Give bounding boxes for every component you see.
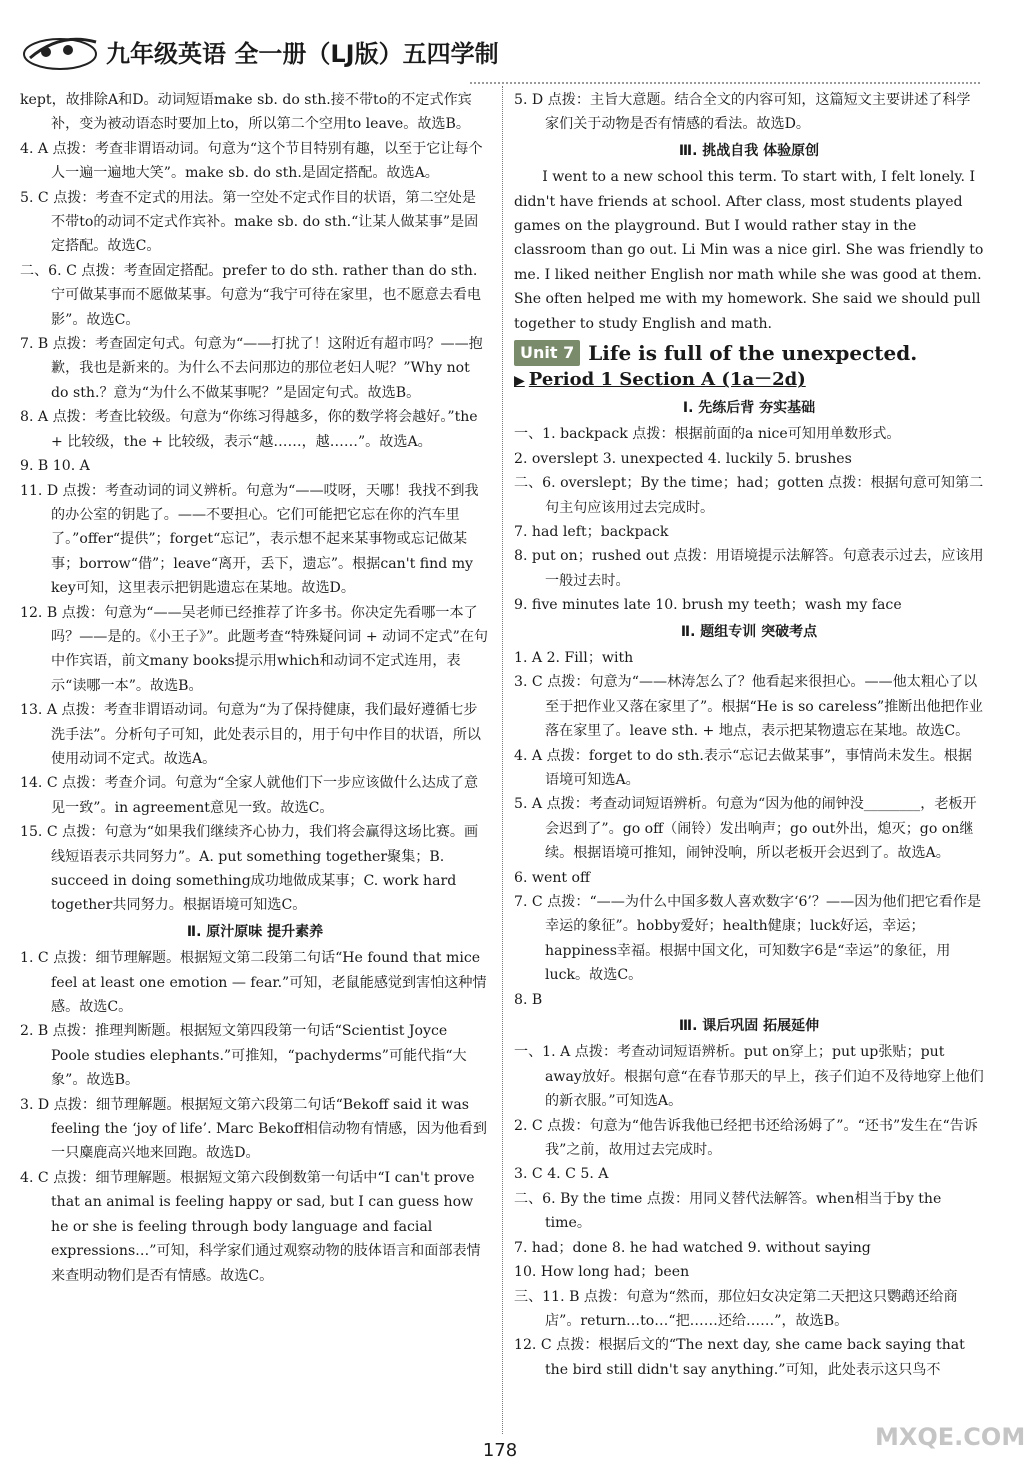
answer-item: 1. A 2. Fill；with: [514, 649, 634, 666]
answer-item: 二、6. overslept；By the time；had；gotten 点拨：根据句意可知第二句主句应该用过去完成时。: [514, 475, 984, 516]
answer-item: 11. D 点拨：考查动词的词义辨析。句意为“——哎呀，天哪！我找不到我的办公室的钥匙了。——不要担心。它们可能把它忘在你的汽车里了。”offer“提供”；forget“忘记”，表示想不起来某事物或忘记做某事；borrow“借”；leave“离开，丢下，遗忘”。根据can't find my key可知，这里表示把钥匙遗忘在某地。故选D。: [20, 482, 479, 597]
answer-item: 9. five minutes late 10. brush my teeth；wash my face: [514, 597, 902, 614]
answer-item: 7. B 点拨：考查固定句式。句意为“——打扰了！这附近有超市吗？——抱歉，我也是新来的。为什么不去问那边的那位老妇人呢？”Why not do sth.？意为“为什么不做某事呢？”是固定句式。故选B。: [20, 336, 483, 401]
answer-item: 15. C 点拨：句意为“如果我们继续齐心协力，我们将会赢得这场比赛。画线短语表示共同努力”。A. put something together聚集；B. succeed in doing something成功地做成某事；C. work hard together共同努力。根据语境可知选C。: [20, 824, 479, 914]
answer-item: 3. C 4. C 5. A: [514, 1166, 609, 1183]
answer-item: 7. had left；backpack: [514, 523, 669, 540]
section-heading: Ⅲ. 课后巩固 拓展延伸: [678, 1018, 820, 1035]
answer-item: 5. D 点拨：主旨大意题。结合全文的内容可知，这篇短文主要讲述了科学家们关于动物是否有情感的看法。故选D。: [514, 92, 971, 133]
essay-paragraph: I went to a new school this term. To start with, I felt lonely. I didn't have friends at school. After class, most students played games on the playground. But I would rather stay in the classroom than go out. Li Min was a nice girl. She was friendly to me. I liked neither English nor math while she was good at them. She often helped me with my homework. She said we should pull together to study English and math.: [514, 169, 984, 332]
answer-item: 3. C 点拨：句意为“——林涛怎么了？他看起来很担心。——他太粗心了以至于把作业又落在家里了”。根据“He is so careless”推断出他把作业落在家里了。leave sth. + 地点，表示把某物遗忘在某地。故选C。: [514, 674, 983, 740]
period-heading: [514, 368, 984, 393]
column-divider: [502, 86, 503, 1434]
period-title: Period 1 Section A (1a－2d): [528, 369, 806, 391]
page-number: 178: [482, 1440, 518, 1461]
answer-item: 4. A 点拨：考查非谓语动词。句意为“这个节目特别有趣，以至于它让每个人一遍一遍地大笑”。make sb. do sth.是固定搭配。故选A。: [20, 140, 483, 182]
publisher-logo: [20, 28, 104, 72]
answer-item: 4. A 点拨：forget to do sth.表示“忘记去做某事”，事情尚未发生。根据语境可知选A。: [514, 747, 972, 788]
answer-item: 三、11. B 点拨：句意为“然而，那位妇女决定第二天把这只鹦鹉还给商店”。return…to…“把……还给……”，故选B。: [514, 1288, 958, 1329]
answer-item: 12. B 点拨：句意为“——吴老师已经推荐了许多书。你决定先看哪一本了吗？——是的。《小王子》”。此题考查“特殊疑问词 + 动词不定式”在句中作宾语，前文many books提示用which和动词不定式连用，表示“读哪一本”。故选B。: [20, 604, 489, 694]
unit-badge: Unit 7: [514, 340, 580, 366]
answer-item: 8. A 点拨：考查比较级。句意为“你练习得越多，你的数学将会越好。”the + 比较级，the + 比较级，表示“越……，越……”。故选A。: [20, 409, 478, 450]
section-heading: Ⅱ. 原汁原味 提升素养: [186, 923, 324, 940]
answer-item: 8. B: [514, 991, 543, 1008]
answer-item: 7. had；done 8. he had watched 9. without saying: [514, 1239, 871, 1256]
section-heading: Ⅰ. 先练后背 夯实基础: [682, 399, 816, 416]
left-column: [20, 88, 490, 1288]
answer-item: 1. C 点拨：细节理解题。根据短文第二段第二句话“He found that mice feel at least one emotion — fear.”可知，老鼠能感觉到害怕这种情感。故选C。: [20, 950, 487, 1016]
answer-item: 7. C 点拨：“——为什么中国多数人喜欢数字‘6’？——因为他们把它看作是幸运的象征”。hobby爱好；health健康；luck好运，幸运；happiness幸福。根据中国文化，可知数字6是“幸运”的象征，用luck。故选C。: [514, 894, 982, 984]
answer-item: 4. C 点拨：细节理解题。根据短文第六段倒数第一句话中“I can't prove that an animal is feeling happy or sad, but I can guess how he or she is feeling through body language and facial expressions…”可知，科学家们通过观察动物的肢体语言和面部表情来查明动物们是否有情感。故选C。: [20, 1169, 481, 1284]
answer-item: 12. C 点拨：根据后文的“The next day, she came back saying that the bird still didn't say anything.”可知，此处表示这只鸟不: [514, 1337, 965, 1378]
section-heading: Ⅱ. 题组专训 突破考点: [680, 623, 818, 640]
watermark: MXQE.COM: [875, 1423, 1025, 1451]
answer-item: 一、1. A 点拨：考查动词短语辨析。put on穿上；put up张贴；put away放好。根据句意“在春节那天的早上，孩子们迫不及待地穿上他们的新衣服。”可知选A。: [514, 1044, 984, 1110]
page-header: [20, 28, 980, 76]
answer-item: 2. overslept 3. unexpected 4. luckily 5. brushes: [514, 450, 852, 467]
answer-item: 3. D 点拨：细节理解题。根据短文第六段第二句话“Bekoff said it was feeling the ‘joy of life’. Marc Bekoff相信动物有情感，因为他看到一只麋鹿高兴地来回跑。故选D。: [20, 1096, 487, 1162]
answer-item: 二、6. By the time 点拨：用同义替代法解答。when相当于by the time。: [514, 1190, 942, 1232]
answer-item: 13. A 点拨：考查非谓语动词。句意为“为了保持健康，我们最好遵循七步洗手法”。分析句子可知，此处表示目的，用于句中作目的状语，所以使用动词不定式。故选A。: [20, 702, 482, 767]
answer-item: 二、6. C 点拨：考查固定搭配。prefer to do sth. rather than do sth.宁可做某事而不愿做某事。句意为“我宁可待在家里，也不愿意去看电影”。故选C。: [20, 262, 482, 328]
answer-item: kept，故排除A和D。动词短语make sb. do sth.接不带to的不定式作宾补，变为被动语态时要加上to，所以第二个空用to leave。故选B。: [20, 92, 472, 133]
section-heading: Ⅲ. 挑战自我 体验原创: [678, 142, 820, 159]
book-title: 九年级英语 全一册（LJ版）五四学制: [106, 40, 499, 68]
triangle-arrow-icon: ▶: [514, 373, 525, 390]
answer-item: 9. B 10. A: [20, 458, 90, 475]
answer-item: 5. C 点拨：考查不定式的用法。第一空处不定式作目的状语，第二空处是不带to的动词不定式作宾补。make sb. do sth.“让某人做某事”是固定搭配。故选C。: [20, 189, 479, 255]
answer-item: 8. put on；rushed out 点拨：用语境提示法解答。句意表示过去，应该用一般过去时。: [514, 548, 984, 589]
unit-title: Life is full of the unexpected.: [588, 341, 918, 366]
answer-item: 6. went off: [514, 869, 591, 886]
right-column: [514, 88, 984, 1382]
unit-header: [514, 340, 984, 366]
answer-item: 一、1. backpack 点拨：根据前面的a nice可知用单数形式。: [514, 426, 901, 443]
answer-item: 2. B 点拨：推理判断题。根据短文第四段第一句话“Scientist Joyce Poole studies elephants.”可推知，“pachyderms”可能代指“大象”。故选B。: [20, 1023, 467, 1089]
answer-item: 10. How long had；been: [514, 1264, 690, 1281]
answer-item: 14. C 点拨：考查介词。句意为“全家人就他们下一步应该做什么达成了意见一致”。in agreement意见一致。故选C。: [20, 775, 479, 816]
answer-item: 5. A 点拨：考查动词短语辨析。句意为“因为他的闹钟没________，老板开会迟到了”。go off（闹铃）发出响声；go out外出，熄灭；go on继续。根据语境可推知，闹钟没响，所以老板开会迟到了。故选A。: [514, 796, 977, 862]
answer-item: 2. C 点拨：句意为“他告诉我他已经把书还给汤姆了”。“还书”发生在“告诉我”之前，故用过去完成时。: [514, 1117, 978, 1159]
header-rule: [470, 82, 980, 84]
